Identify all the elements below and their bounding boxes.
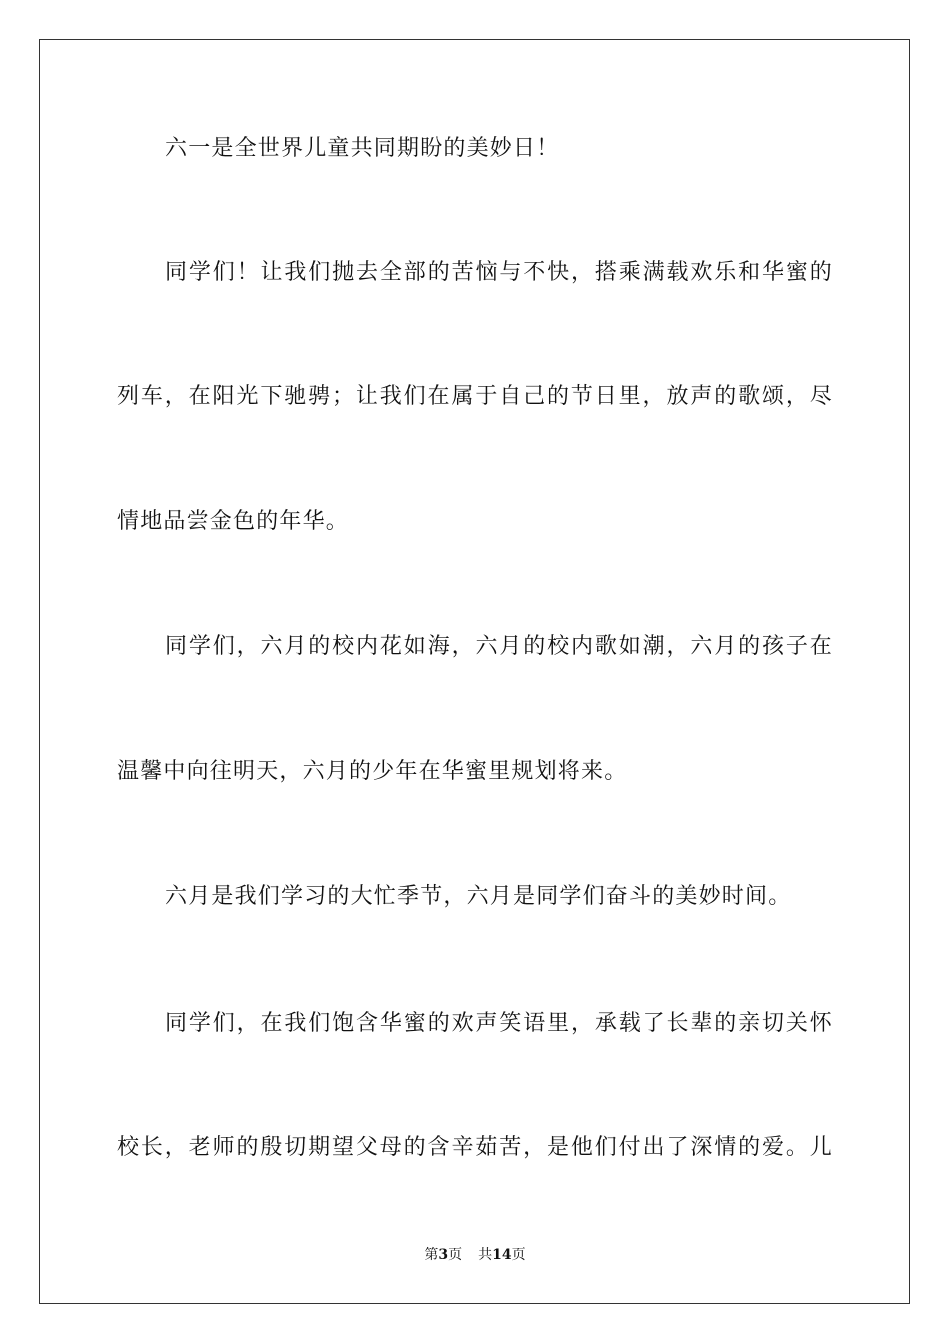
total-prefix: 共	[478, 1247, 493, 1263]
page-suffix: 页	[448, 1247, 463, 1263]
paragraph-line: 情地品尝金色的年华。	[117, 509, 350, 534]
paragraph-line: 同学们！让我们抛去全部的苦恼与不快，搭乘满载欢乐和华蜜的	[165, 260, 833, 285]
paragraph-line: 同学们，在我们饱含华蜜的欢声笑语里，承载了长辈的亲切关怀	[165, 1011, 833, 1036]
total-suffix: 页	[511, 1247, 526, 1263]
page-footer	[0, 1246, 950, 1264]
paragraph-line: 六月是我们学习的大忙季节，六月是同学们奋斗的美妙时间。	[165, 884, 792, 909]
paragraph-line: 同学们，六月的校内花如海，六月的校内歌如潮，六月的孩子在	[165, 634, 833, 659]
page-prefix: 第	[424, 1247, 439, 1263]
paragraph-line: 列车，在阳光下驰骋；让我们在属于自己的节日里，放声的歌颂，尽	[117, 384, 833, 409]
page-number: 3	[438, 1247, 449, 1263]
paragraph-line: 校长，老师的殷切期望父母的含辛茹苦，是他们付出了深情的爱。儿	[117, 1135, 833, 1160]
paragraph-line: 六一是全世界儿童共同期盼的美妙日！	[165, 136, 560, 161]
page-frame	[39, 39, 910, 1304]
paragraph-line: 温馨中向往明天，六月的少年在华蜜里规划将来。	[117, 759, 628, 784]
total-pages: 14	[492, 1247, 512, 1263]
